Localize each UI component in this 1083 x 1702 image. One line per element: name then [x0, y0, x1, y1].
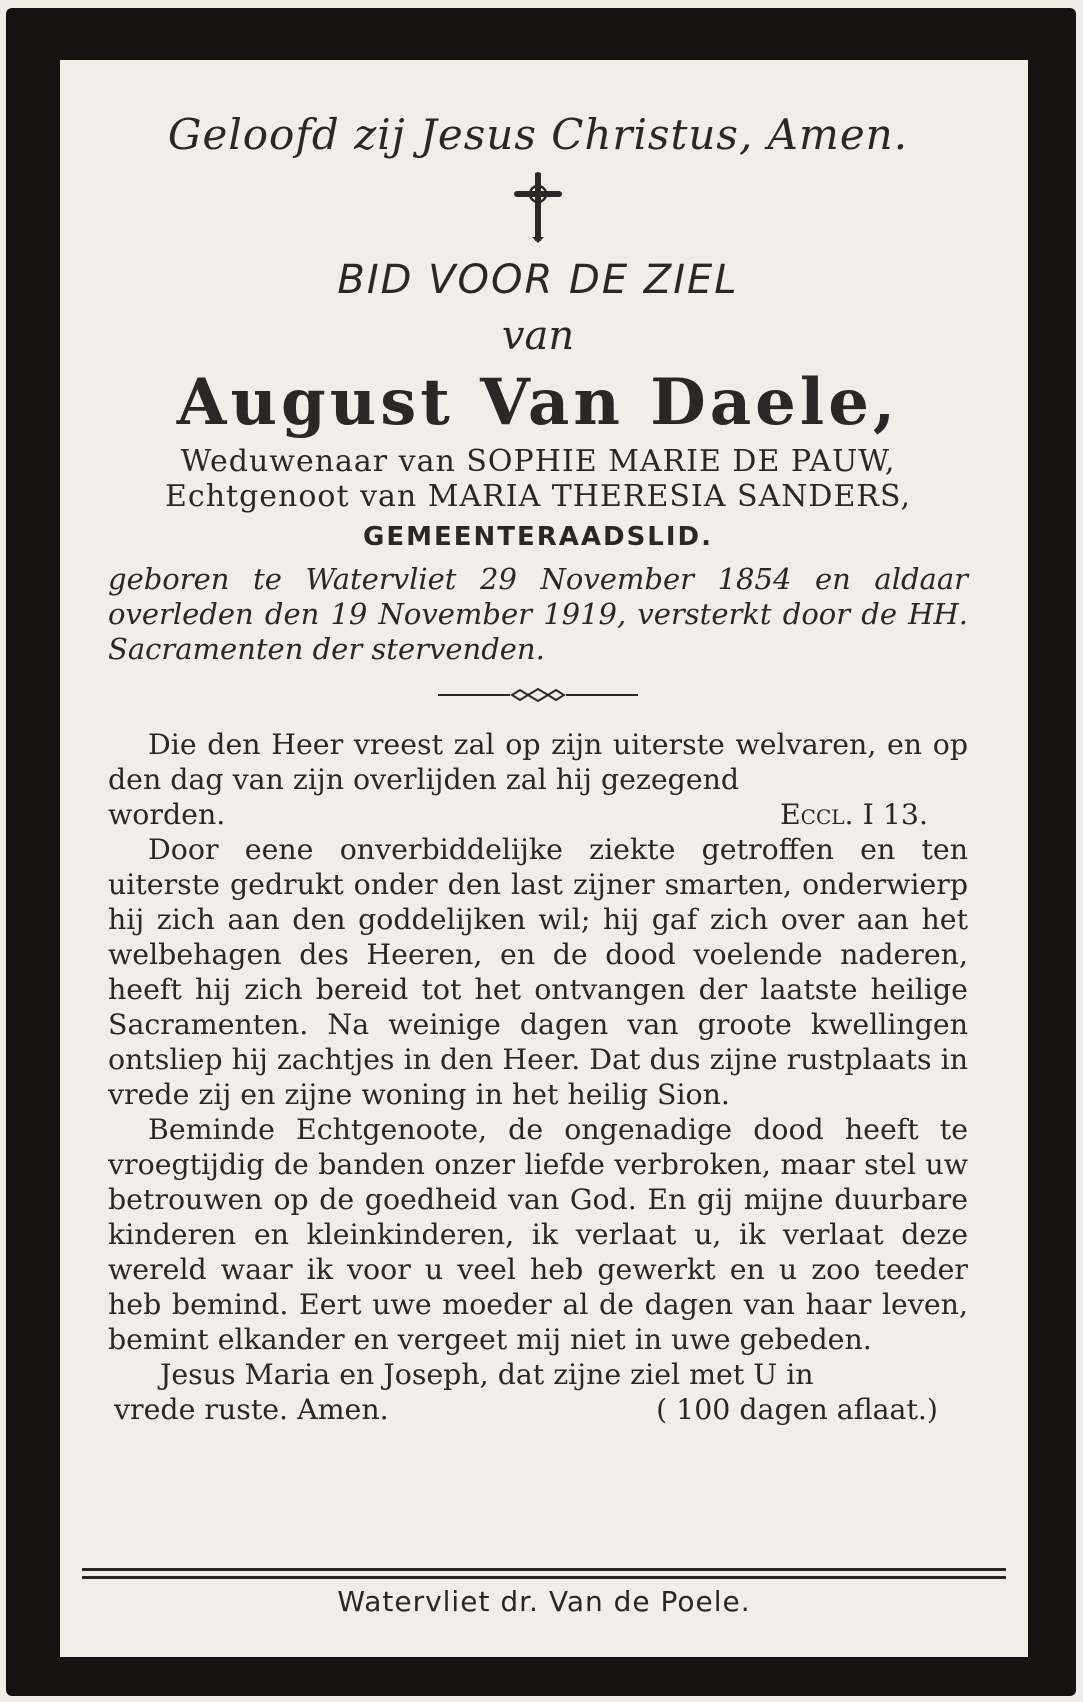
ornament-divider-icon — [108, 685, 968, 715]
widower-line: Weduwenaar van SOPHIE MARIE DE PAUW, — [180, 444, 896, 479]
indulgence-text: ( 100 dagen aflaat.) — [656, 1393, 938, 1426]
printer-credit: Watervliet dr. Van de Poele. — [337, 1585, 751, 1618]
van-text: van — [501, 313, 575, 359]
cross-icon — [108, 171, 968, 243]
verse-text: Die den Heer vreest zal op zijn uiterste welvaren, en op den dag van zijn overlijden zal hij gezegend — [108, 728, 968, 796]
memorial-card — [6, 8, 1076, 1696]
footer-double-rule — [82, 1568, 1006, 1584]
closing-line-2: vrede ruste. Amen. — [114, 1393, 389, 1426]
closing-line-1: Jesus Maria en Joseph, dat zijne ziel met U in — [160, 1358, 814, 1391]
paragraph-2: Beminde Echtgenoote, de ongenadige dood heeft te vroegtijdig de banden onzer liefde verbroken, maar stel uw betrouwen op de goedheid van God. En gij mijne duurbare kinderen en kleinkinderen, ik verlaat u, ik verlaat deze wereld waar ik voor u veel heb gewerkt en u zoo teeder heb bemind. Eert uwe moeder al de dagen van haar leven, bemint elkander en vergeet mij niet in uwe gebeden. — [108, 1113, 968, 1356]
card-paper — [60, 60, 1028, 1657]
verse-reference: Eccl. I 13. — [779, 798, 928, 831]
deceased-name: August Van Daele, — [176, 365, 900, 440]
card-content — [108, 110, 968, 1427]
role-title: GEMEENTERAADSLID. — [362, 522, 714, 552]
closing-last-line — [108, 1392, 968, 1427]
body-text — [108, 727, 968, 1427]
verse-last-line — [108, 797, 968, 832]
prayer-heading: BID VOOR DE ZIEL — [337, 257, 739, 303]
verse-end: worden. — [108, 798, 226, 831]
invocation-text: Geloofd zij Jesus Christus, Amen. — [167, 110, 909, 159]
paragraph-1: Door eene onverbiddelijke ziekte getroffen en ten uiterste gedrukt onder den last zijner smarten, onderwierp hij zich aan den goddelijken wil; hij gaf zich over aan het welbehagen des Heeren, en de dood voelende naderen, heeft hij zich bereid tot het ontvangen der laatste heilige Sacramenten. Na weinige dagen van groote kwellingen ontsliep hij zachtjes in den Heer. Dat dus zijne rustplaats in vrede zij en zijne woning in het heilig Sion. — [108, 833, 968, 1111]
footer-rule-top — [82, 1568, 1006, 1571]
birth-death-text: geboren te Watervliet 29 November 1854 en aldaar overleden den 19 November 1919, versterkt door de HH. Sacramenten der stervenden. — [108, 562, 968, 666]
spouse-line: Echtgenoot van MARIA THERESIA SANDERS, — [165, 479, 911, 514]
footer-rule-bottom — [82, 1576, 1006, 1579]
